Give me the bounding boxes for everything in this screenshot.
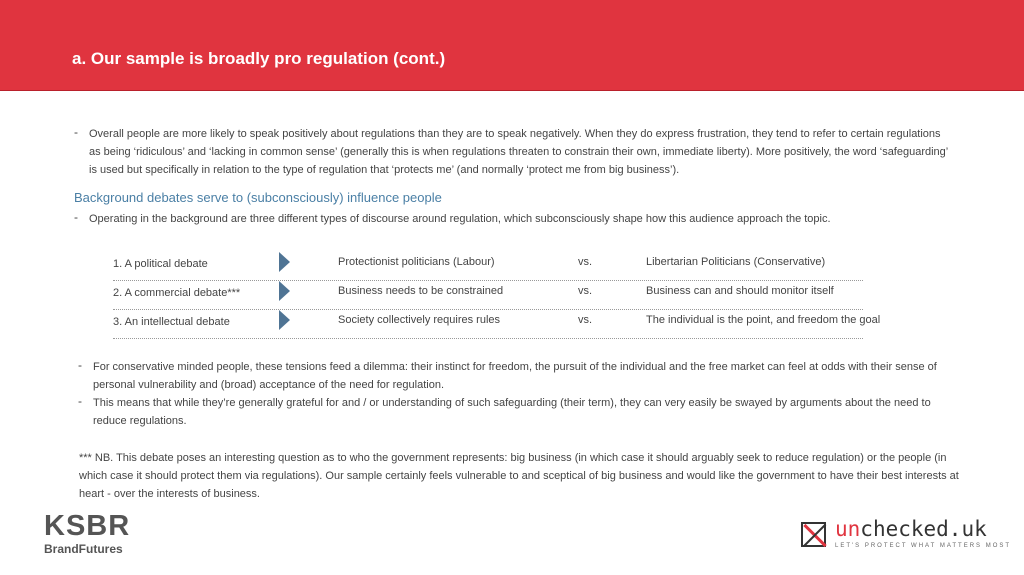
intro-bullet-text: Overall people are more likely to speak positively about regulations than they are to speak negatively. When they do express frustration, they tend to refer to certain regulations as being ‘ridiculous’ and ‘lacking in common sense’ (generally this is when regulations threaten to constrain their own, immediate liberty). More positively, the word ‘safeguarding’ is used but specifically in relation to the type of regulation that ‘protects me’ (and normally ‘protect me from big business’). [89, 128, 948, 176]
dilemma-bullet [78, 358, 951, 394]
debate-label: 3. An intellectual debate [113, 316, 230, 328]
debate-left-position: Society collectively requires rules [338, 314, 501, 326]
discourse-bullet [74, 210, 951, 228]
dash-icon: - [74, 125, 78, 139]
page-title: a. Our sample is broadly pro regulation (cont.) [72, 49, 446, 68]
unchecked-wordmark-rest: checked.uk [860, 517, 987, 541]
section-subheading: Background debates serve to (subconsciously) influence people [74, 190, 442, 205]
ksbr-logo: KSBR [44, 510, 131, 542]
debate-left-position: Business needs to be constrained [338, 285, 504, 297]
unchecked-tagline: LET'S PROTECT WHAT MATTERS MOST [835, 543, 1012, 549]
unchecked-box-icon [801, 522, 826, 547]
dash-icon: - [74, 210, 78, 224]
dash-icon: - [78, 358, 82, 372]
debate-vs: vs. [578, 314, 593, 326]
arrow-right-icon [279, 252, 290, 272]
arrow-right-icon [279, 281, 290, 301]
debate-right-position: Business can and should monitor itself [646, 285, 834, 297]
safeguarding-bullet-text: This means that while they’re generally grateful for and / or understanding of such safeguarding (their term), they can very easily be swayed by arguments about the need to reduce regulations. [93, 397, 931, 427]
footnote: *** NB. This debate poses an interesting question as to who the government represents: big business (in which case it should arguably seek to reduce regulation) or the people (in which case it should protect them via regulations). Our sample certainly feels vulnerable to and sceptical of big business and would like the government to have their best interests at heart - over the interests of business. [79, 452, 959, 500]
unchecked-wordmark-red: un [835, 517, 861, 541]
dilemma-bullet-text: For conservative minded people, these tensions feed a dilemma: their instinct for freedom, the pursuit of the individual and the free market can feel at odds with their sense of personal vulnerability and (broad) acceptance of the need for regulation. [93, 361, 937, 391]
safeguarding-bullet [78, 394, 951, 430]
intro-bullet [74, 125, 951, 179]
debate-row-commercial [113, 281, 863, 310]
brandfutures-logo: BrandFutures [44, 542, 123, 556]
debate-vs: vs. [578, 256, 593, 268]
debate-table [113, 252, 881, 339]
debate-right-position: Libertarian Politicians (Conservative) [646, 256, 826, 268]
unchecked-wordmark [835, 517, 987, 541]
debate-vs: vs. [578, 285, 593, 297]
debate-label: 1. A political debate [113, 258, 208, 270]
debate-row-political [113, 252, 863, 281]
debate-row-intellectual [113, 310, 881, 339]
arrow-right-icon [279, 310, 290, 330]
dash-icon: - [78, 394, 82, 408]
discourse-bullet-text: Operating in the background are three different types of discourse around regulation, which subconsciously shape how this audience approach the topic. [89, 213, 831, 225]
debate-label: 2. A commercial debate*** [113, 287, 241, 299]
header-banner [0, 0, 1024, 91]
debate-left-position: Protectionist politicians (Labour) [338, 256, 495, 268]
debate-right-position: The individual is the point, and freedom the goal [646, 314, 881, 326]
